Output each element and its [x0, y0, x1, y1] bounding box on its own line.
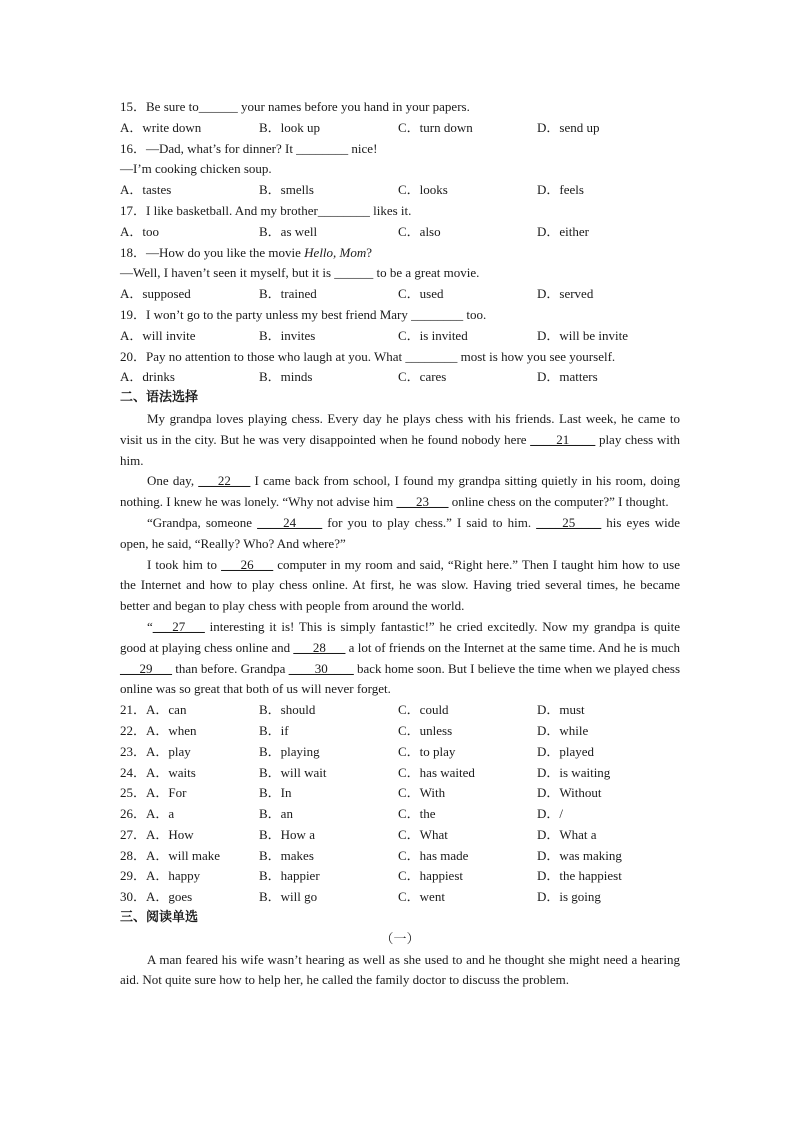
option-a: [120, 866, 259, 887]
document-content: [120, 97, 680, 991]
option-a: A．tastes: [120, 182, 172, 198]
passage-text: than before. Grandpa: [172, 660, 289, 676]
cloze-paragraph: [120, 555, 680, 617]
option-c: C．has waited: [398, 764, 475, 780]
option-b: B．an: [259, 806, 293, 822]
cloze-paragraph: [120, 409, 680, 471]
cloze-paragraph: [120, 471, 680, 513]
question-20-options: [120, 367, 680, 388]
question-15-options: [120, 118, 680, 139]
question-number: 27．: [120, 826, 147, 842]
cloze-blank: ____30____: [288, 660, 354, 676]
option-c: C．What: [398, 826, 448, 842]
question-16-reply: —I’m cooking chicken soup.: [120, 161, 272, 177]
option-a: [120, 804, 259, 825]
option-text: A．can: [146, 702, 187, 718]
passage-text: “: [147, 618, 153, 634]
option-a: [120, 825, 259, 846]
option-a: [120, 721, 259, 742]
question-16-stem: 16．—Dad, what’s for dinner? It ________ nice!: [120, 140, 378, 156]
cloze-questions: [120, 700, 680, 908]
option-a: [120, 846, 259, 867]
option-a: [120, 763, 259, 784]
question-18-stem: [120, 243, 680, 264]
passage-text: “Grandpa, someone: [147, 514, 258, 530]
option-d: D．is waiting: [537, 764, 611, 780]
cloze-blank: ___27___: [152, 618, 205, 634]
option-b: B．look up: [259, 119, 321, 135]
cloze-blank: ___22___: [198, 473, 251, 489]
option-a: A．too: [120, 223, 160, 239]
option-c: C．turn down: [398, 119, 473, 135]
option-b: B．as well: [259, 223, 318, 239]
option-d: D．What a: [537, 826, 597, 842]
cloze-paragraph: [120, 513, 680, 555]
option-text: A．How: [146, 826, 194, 842]
passage-text: a lot of friends on the Internet at the same time. And he is much: [345, 639, 680, 655]
option-c: C．unless: [398, 722, 453, 738]
option-d: D．feels: [537, 182, 584, 198]
passage-text: My grandpa loves playing chess. Every day he plays chess with his friends. Last week, he came to visit us in the city. But he was very disappointed when he found nobody here: [120, 410, 680, 447]
passage-text: back home soon. But I believe the time when we played chess online was so great that both of us will never forget.: [120, 660, 680, 697]
question-number: 24．: [120, 764, 147, 780]
option-c: C．went: [398, 889, 445, 905]
question-number: 26．: [120, 806, 147, 822]
question-15-stem: 15．Be sure to______ your names before you hand in your papers.: [120, 99, 470, 114]
option-a: A．write down: [120, 119, 202, 135]
passage-number: （一）: [380, 930, 420, 946]
option-b: B．if: [259, 722, 289, 738]
question-number: 28．: [120, 847, 147, 863]
cloze-paragraph: [120, 617, 680, 700]
question-number: 23．: [120, 743, 147, 759]
question-20-stem: 20．Pay no attention to those who laugh at you. What ________ most is how you see yourself.: [120, 348, 616, 364]
option-b: B．makes: [259, 847, 314, 863]
question-18-stem-post: ?: [366, 244, 373, 260]
option-d: D．matters: [537, 369, 598, 385]
question-16-options: [120, 180, 680, 201]
option-b: B．should: [259, 702, 316, 718]
option-b: B．How a: [259, 826, 315, 842]
question-17-stem: 17．I like basketball. And my brother________ likes it.: [120, 202, 412, 218]
option-text: A．For: [146, 785, 187, 801]
option-c: C．has made: [398, 847, 469, 863]
cloze-question-row: [120, 742, 680, 763]
cloze-question-row: [120, 866, 680, 887]
passage-text: One day,: [147, 473, 199, 489]
option-c: C．the: [398, 806, 436, 822]
option-text: A．will make: [146, 847, 221, 863]
option-d: D．either: [537, 223, 589, 239]
movie-title: Hello, Mom: [304, 244, 367, 260]
option-text: A．play: [146, 743, 191, 759]
question-number: 30．: [120, 889, 147, 905]
cloze-question-row: [120, 887, 680, 908]
option-c: C．used: [398, 286, 444, 302]
passage-text: computer in my room and said, “Right here.” Then I taught him how to use the Internet and how to play chess online. At first, he was slow. Having tried several times, he became better and began to play chess with people from around the world.: [120, 556, 681, 614]
question-number: 25．: [120, 785, 147, 801]
option-a: A．supposed: [120, 286, 191, 302]
option-c: C．to play: [398, 743, 456, 759]
option-d: D．Without: [537, 785, 602, 801]
passage-text: I came back from school, I found my grandpa sitting quietly in his room, doing nothing. I knew he was lonely. “Why not advise him: [120, 473, 680, 510]
option-text: A．a: [146, 806, 175, 822]
option-b: B．happier: [259, 868, 320, 884]
option-c: C．looks: [398, 182, 448, 198]
cloze-question-row: [120, 721, 680, 742]
option-d: D．the happiest: [537, 868, 622, 884]
option-c: C．happiest: [398, 868, 463, 884]
passage-text: his eyes wide open, he said, “Really? Who? And where?”: [120, 514, 680, 551]
cloze-blank: ____25____: [536, 514, 602, 530]
cloze-blank: ____21____: [530, 431, 596, 447]
cloze-blank: ___28___: [293, 639, 346, 655]
option-d: D．served: [537, 286, 594, 302]
option-d: D．is going: [537, 889, 601, 905]
question-number: 29．: [120, 868, 147, 884]
option-b: B．trained: [259, 286, 317, 302]
option-b: B．In: [259, 785, 292, 801]
cloze-question-row: [120, 804, 680, 825]
passage-text: play chess with him.: [120, 431, 680, 468]
option-a: A．drinks: [120, 369, 175, 385]
option-d: D．/: [537, 806, 564, 822]
question-18-reply: —Well, I haven’t seen it myself, but it is ______ to be a great movie.: [120, 265, 480, 281]
option-d: D．send up: [537, 119, 600, 135]
option-a: [120, 700, 259, 721]
cloze-question-row: [120, 783, 680, 804]
question-17-options: [120, 222, 680, 243]
passage-text: online chess on the computer?” I thought.: [448, 494, 669, 510]
option-a: [120, 887, 259, 908]
option-b: B．will wait: [259, 764, 327, 780]
option-d: D．while: [537, 722, 589, 738]
question-19-stem: 19．I won’t go to the party unless my best friend Mary ________ too.: [120, 306, 487, 322]
option-c: C．With: [398, 785, 446, 801]
cloze-question-row: [120, 700, 680, 721]
option-b: B．invites: [259, 327, 316, 343]
cloze-blank: ____24____: [257, 514, 323, 530]
option-b: B．playing: [259, 743, 320, 759]
cloze-blank: ___23___: [396, 494, 449, 510]
question-18-options: [120, 284, 680, 305]
option-b: B．minds: [259, 369, 313, 385]
option-a: [120, 783, 259, 804]
option-d: D．will be invite: [537, 327, 628, 343]
question-number: 22．: [120, 722, 147, 738]
cloze-question-row: [120, 825, 680, 846]
option-c: C．is invited: [398, 327, 468, 343]
option-b: B．will go: [259, 889, 318, 905]
question-18-stem-pre: 18．—How do you like the movie: [120, 244, 305, 260]
cloze-question-row: [120, 846, 680, 867]
passage-text: interesting it is! This is simply fantastic!” he cried excitedly. Now my grandpa is quite good at playing chess online and: [120, 618, 680, 655]
option-d: D．was making: [537, 847, 622, 863]
reading-paragraph: A man feared his wife wasn’t hearing as well as she used to and he thought she might need a hearing aid. Not quite sure how to help her, he called the family doctor to discuss the problem.: [120, 951, 680, 988]
option-d: D．must: [537, 702, 585, 718]
question-number: 21．: [120, 702, 147, 718]
cloze-question-row: [120, 763, 680, 784]
section-2-title: 二、语法选择: [120, 390, 199, 406]
option-text: A．goes: [146, 889, 193, 905]
passage-text: I took him to: [147, 556, 222, 572]
option-c: C．could: [398, 702, 449, 718]
cloze-blank: ___26___: [221, 556, 274, 572]
option-c: C．also: [398, 223, 441, 239]
option-text: A．when: [146, 722, 197, 738]
option-c: C．cares: [398, 369, 447, 385]
cloze-passage: [120, 409, 680, 700]
question-19-options: [120, 326, 680, 347]
option-text: A．happy: [146, 868, 201, 884]
option-b: B．smells: [259, 182, 314, 198]
passage-text: for you to play chess.” I said to him.: [322, 514, 537, 530]
section-3-title: 三、阅读单选: [120, 910, 199, 926]
option-text: A．waits: [146, 764, 196, 780]
option-d: D．played: [537, 743, 595, 759]
option-a: A．will invite: [120, 327, 196, 343]
option-a: [120, 742, 259, 763]
cloze-blank: ___29___: [120, 660, 172, 676]
